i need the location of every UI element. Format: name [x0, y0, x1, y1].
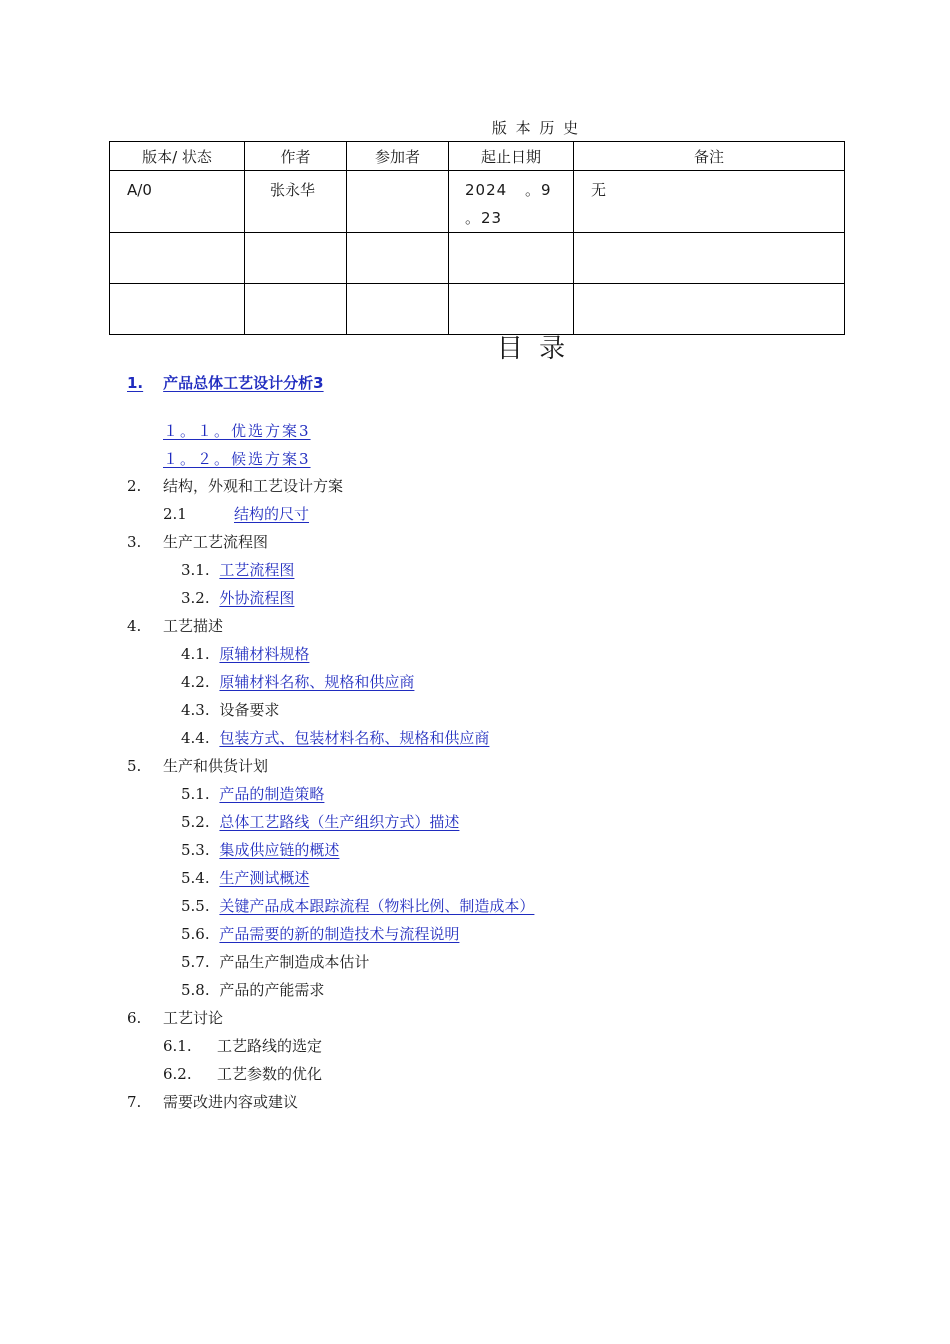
- toc-number: 5.4.: [181, 869, 210, 887]
- header-date-range: 起止日期: [449, 142, 574, 171]
- toc-item-5-6[interactable]: [181, 924, 459, 944]
- toc-link[interactable]: 工艺流程图: [219, 561, 295, 579]
- toc-text: 工艺描述: [163, 617, 224, 635]
- toc-item-4-1[interactable]: [181, 644, 309, 664]
- toc-number: 4.: [127, 617, 142, 635]
- toc-item-5-2[interactable]: [181, 812, 459, 832]
- toc-link[interactable]: １。２。候选方案3: [163, 450, 311, 468]
- toc-item-6: [127, 1008, 224, 1028]
- toc-item-5-1[interactable]: [181, 784, 324, 804]
- toc-item-4: [127, 616, 224, 636]
- toc-text: 工艺讨论: [163, 1009, 224, 1027]
- toc-number: 6.2.: [163, 1065, 192, 1083]
- toc-number: 4.3.: [181, 701, 210, 719]
- toc-item-5-4[interactable]: [181, 868, 309, 888]
- toc-text: 结构，外观和工艺设计方案: [163, 477, 344, 495]
- toc-number: 3.1.: [181, 561, 210, 579]
- toc-text: 需要改进内容或建议: [163, 1093, 299, 1111]
- toc-number: 6.1.: [163, 1037, 192, 1055]
- toc-number: 5.3.: [181, 841, 210, 859]
- toc-text: 生产和供货计划: [163, 757, 269, 775]
- toc-link[interactable]: １。１。优选方案3: [163, 422, 311, 440]
- toc-text: 设备要求: [219, 701, 280, 719]
- toc-text: 工艺路线的选定: [217, 1037, 323, 1055]
- toc-item-1-2[interactable]: [163, 449, 311, 469]
- header-author: 作者: [245, 142, 347, 171]
- toc-number: 3.2.: [181, 589, 210, 607]
- toc-number: 6.: [127, 1009, 142, 1027]
- toc-item-5-5[interactable]: [181, 896, 534, 916]
- toc-text: 工艺参数的优化: [217, 1065, 323, 1083]
- toc-item-3: [127, 532, 269, 552]
- toc-link[interactable]: 总体工艺路线（生产组织方式）描述: [219, 813, 460, 831]
- toc-link[interactable]: 结构的尺寸: [234, 505, 310, 523]
- toc-number: 5.5.: [181, 897, 210, 915]
- toc-item-5-7: [181, 952, 369, 972]
- toc-item-1[interactable]: [127, 373, 324, 393]
- toc-item-2: [127, 476, 344, 496]
- toc-title: 目 录: [496, 334, 570, 364]
- toc-link[interactable]: 原辅材料名称、规格和供应商: [219, 673, 415, 691]
- header-version-status: 版本/ 状态: [110, 142, 245, 171]
- toc-number: 4.2.: [181, 673, 210, 691]
- toc-number: 3.: [127, 533, 142, 551]
- toc-item-3-2[interactable]: [181, 588, 294, 608]
- toc-number: 5.2.: [181, 813, 210, 831]
- toc-item-4-3: [181, 700, 279, 720]
- header-remarks: 备注: [574, 142, 845, 171]
- toc-item-7: [127, 1092, 299, 1112]
- toc-link[interactable]: 产品总体工艺设计分析3: [163, 374, 324, 392]
- toc-number: 5.7.: [181, 953, 210, 971]
- cell-remarks: 无: [574, 171, 845, 233]
- toc-number: 5.1.: [181, 785, 210, 803]
- toc-item-3-1[interactable]: [181, 560, 294, 580]
- toc-text: 生产工艺流程图: [163, 533, 269, 551]
- toc-link[interactable]: 产品需要的新的制造技术与流程说明: [219, 925, 460, 943]
- toc-link[interactable]: 集成供应链的概述: [219, 841, 340, 859]
- toc-link[interactable]: 关键产品成本跟踪流程（物料比例、制造成本）: [219, 897, 535, 915]
- version-history-title: 版 本 历 史: [491, 119, 581, 137]
- toc-link[interactable]: 包装方式、包装材料名称、规格和供应商: [219, 729, 490, 747]
- toc-link[interactable]: 外协流程图: [219, 589, 295, 607]
- toc-link[interactable]: 生产测试概述: [219, 869, 310, 887]
- toc-text: 产品生产制造成本估计: [219, 953, 370, 971]
- toc-item-2-1[interactable]: [163, 504, 310, 524]
- toc-number: 7.: [127, 1093, 142, 1111]
- cell-author: 张永华: [245, 171, 347, 233]
- toc-number: 5.: [127, 757, 142, 775]
- toc-number: 2.: [127, 477, 142, 495]
- toc-number: 4.4.: [181, 729, 210, 747]
- toc-text: 产品的产能需求: [219, 981, 325, 999]
- toc-link[interactable]: 原辅材料规格: [219, 645, 310, 663]
- toc-number: 2.1: [163, 505, 187, 523]
- toc-number: 5.8.: [181, 981, 210, 999]
- header-participants: 参加者: [347, 142, 449, 171]
- toc-link[interactable]: 产品的制造策略: [219, 785, 325, 803]
- toc-item-5: [127, 756, 269, 776]
- toc-item-6-1: [163, 1036, 323, 1056]
- toc-item-4-2[interactable]: [181, 672, 414, 692]
- cell-version: A/0: [110, 171, 245, 233]
- toc-number: 4.1.: [181, 645, 210, 663]
- toc-number: 1.: [127, 374, 144, 392]
- toc-item-4-4[interactable]: [181, 728, 489, 748]
- toc-item-6-2: [163, 1064, 323, 1084]
- toc-number: 5.6.: [181, 925, 210, 943]
- toc-item-1-1[interactable]: [163, 421, 311, 441]
- cell-date: 2024 。9 。23: [449, 171, 574, 233]
- toc-item-5-8: [181, 980, 324, 1000]
- toc-item-5-3[interactable]: [181, 840, 339, 860]
